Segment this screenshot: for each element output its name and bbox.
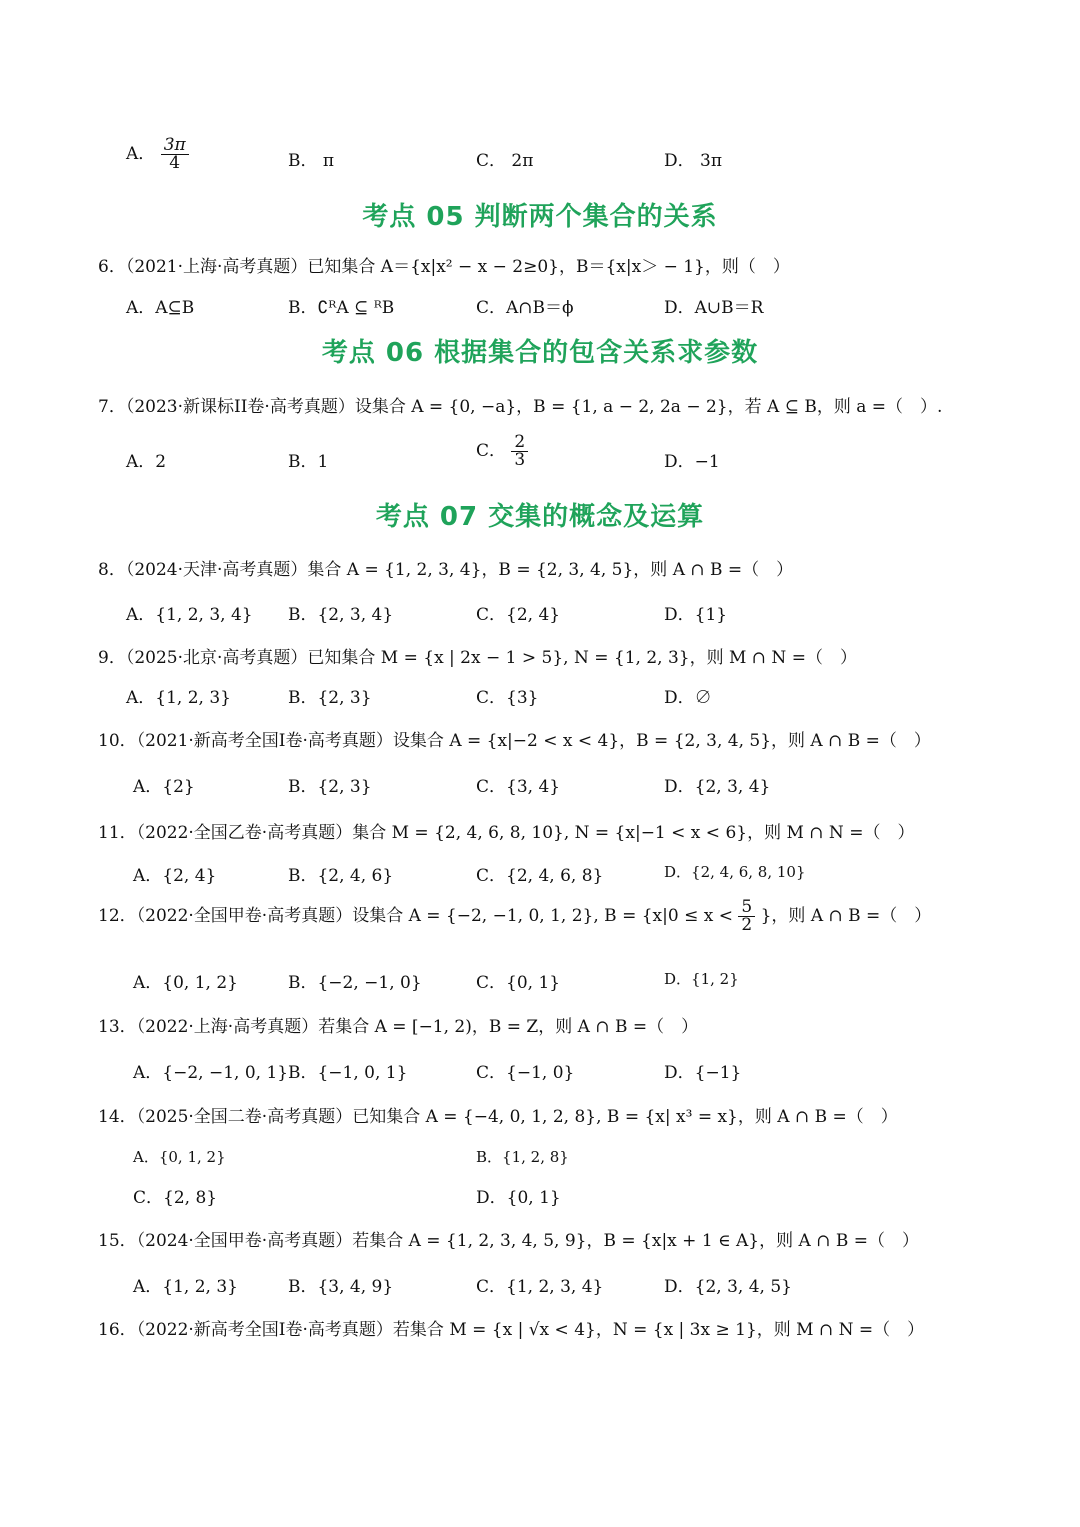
q13-option-b: B．{−1, 0, 1} xyxy=(288,1063,408,1083)
section-heading-06: 考点 06 根据集合的包含关系求参数 xyxy=(321,338,759,368)
q9-option-d: D．∅ xyxy=(664,688,712,708)
q10-option-a: A．{2} xyxy=(133,777,195,797)
prev-option-d: D． 3π xyxy=(664,151,723,171)
q9-option-c: C．{3} xyxy=(476,688,539,708)
q6-option-b: B．∁ᴿA ⊆ ᴿB xyxy=(288,298,395,318)
prev-option-b: B． π xyxy=(288,151,335,171)
section-heading-07: 考点 07 交集的概念及运算 xyxy=(375,502,705,532)
question-13-stem: 13．（2022·上海·高考真题）若集合 A = [−1, 2)，B = Z，则 A ∩ B =（ ） xyxy=(98,1017,699,1037)
question-8-stem: 8．（2024·天津·高考真题）集合 A = {1, 2, 3, 4}，B = {2, 3, 4, 5}，则 A ∩ B =（ ） xyxy=(98,560,794,580)
q6-option-d: D．A∪B＝R xyxy=(664,298,764,318)
q15-option-b: B．{3, 4, 9} xyxy=(288,1277,394,1297)
question-15-stem: 15．（2024·全国甲卷·高考真题）若集合 A = {1, 2, 3, 4, 5, 9}，B = {x|x + 1 ∈ A}，则 A ∩ B =（ ） xyxy=(98,1231,919,1251)
fraction-5-over-2: $\frac{5}{2}$ xyxy=(738,899,755,934)
q7-option-a: A．2 xyxy=(126,452,167,472)
q9-option-b: B．{2, 3} xyxy=(288,688,372,708)
q7-option-d: D．−1 xyxy=(664,452,720,472)
q14-option-d: D．{0, 1} xyxy=(476,1188,561,1208)
q8-option-c: C．{2, 4} xyxy=(476,605,561,625)
q11-option-d: D．{2, 4, 6, 8, 10} xyxy=(664,863,806,881)
question-16-stem: 16．（2022·新高考全国I卷·高考真题）若集合 M = {x | √x < 4}，N = {x | 3x ≥ 1}，则 M ∩ N =（ ） xyxy=(98,1320,925,1340)
q14-option-a: A．{0, 1, 2} xyxy=(133,1148,226,1166)
question-12-stem: 12．（2022·全国甲卷·高考真题）设集合 A = {−2, −1, 0, 1, 2}, B = {x|0 ≤ x < $\frac{5}{2}$ }，则 A ∩ B =（ ） xyxy=(98,897,932,935)
q8-option-d: D．{1} xyxy=(664,605,728,625)
q9-option-a: A．{1, 2, 3} xyxy=(126,688,231,708)
q11-option-b: B．{2, 4, 6} xyxy=(288,866,394,886)
q12-option-b: B．{−2, −1, 0} xyxy=(288,973,422,993)
q7-option-b: B．1 xyxy=(288,452,329,472)
fraction-2-over-3: $\frac{2}{3}$ xyxy=(511,434,528,469)
q10-option-c: C．{3, 4} xyxy=(476,777,561,797)
q6-option-a: A．A⊆B xyxy=(126,298,195,318)
q10-option-b: B．{2, 3} xyxy=(288,777,372,797)
q15-option-c: C．{1, 2, 3, 4} xyxy=(476,1277,604,1297)
section-heading-05: 考点 05 判断两个集合的关系 xyxy=(362,202,718,232)
q12-option-d: D．{1, 2} xyxy=(664,970,739,988)
q12-option-a: A．{0, 1, 2} xyxy=(133,973,238,993)
fraction-3pi-over-4: $\frac{3\pi}{4}$ xyxy=(161,137,189,172)
question-7-stem: 7．（2023·新课标II卷·高考真题）设集合 A = {0, −a}，B = {1, a − 2, 2a − 2}，若 A ⊆ B，则 a =（ ）. xyxy=(98,397,943,417)
question-6-stem: 6．（2021·上海·高考真题）已知集合 A＝{x|x² − x − 2≥0}，B＝{x|x＞ − 1}，则（ ） xyxy=(98,257,790,277)
prev-option-c: C． 2π xyxy=(476,151,534,171)
question-10-stem: 10．（2021·新高考全国I卷·高考真题）设集合 A = {x|−2 < x < 4}，B = {2, 3, 4, 5}，则 A ∩ B =（ ） xyxy=(98,731,931,751)
q11-option-c: C．{2, 4, 6, 8} xyxy=(476,866,604,886)
q13-option-a: A．{−2, −1, 0, 1} xyxy=(133,1063,289,1083)
q8-option-a: A．{1, 2, 3, 4} xyxy=(126,605,253,625)
q13-option-d: D．{−1} xyxy=(664,1063,742,1083)
q15-option-a: A．{1, 2, 3} xyxy=(133,1277,238,1297)
prev-option-a: A． $\frac{3\pi}{4}$ xyxy=(126,137,189,172)
q11-option-a: A．{2, 4} xyxy=(133,866,217,886)
q15-option-d: D．{2, 3, 4, 5} xyxy=(664,1277,792,1297)
question-14-stem: 14．（2025·全国二卷·高考真题）已知集合 A = {−4, 0, 1, 2, 8}, B = {x| x³ = x}，则 A ∩ B =（ ） xyxy=(98,1107,898,1127)
q6-option-c: C．A∩B＝ϕ xyxy=(476,298,574,318)
q14-option-c: C．{2, 8} xyxy=(133,1188,218,1208)
q10-option-d: D．{2, 3, 4} xyxy=(664,777,771,797)
q12-option-c: C．{0, 1} xyxy=(476,973,561,993)
q7-option-c: C． $\frac{2}{3}$ xyxy=(476,434,528,469)
question-11-stem: 11．（2022·全国乙卷·高考真题）集合 M = {2, 4, 6, 8, 10}, N = {x|−1 < x < 6}，则 M ∩ N =（ ） xyxy=(98,823,915,843)
q13-option-c: C．{−1, 0} xyxy=(476,1063,575,1083)
q8-option-b: B．{2, 3, 4} xyxy=(288,605,394,625)
q14-option-b: B．{1, 2, 8} xyxy=(476,1148,569,1166)
question-9-stem: 9．（2025·北京·高考真题）已知集合 M = {x | 2x − 1 > 5}, N = {1, 2, 3}，则 M ∩ N =（ ） xyxy=(98,648,857,668)
